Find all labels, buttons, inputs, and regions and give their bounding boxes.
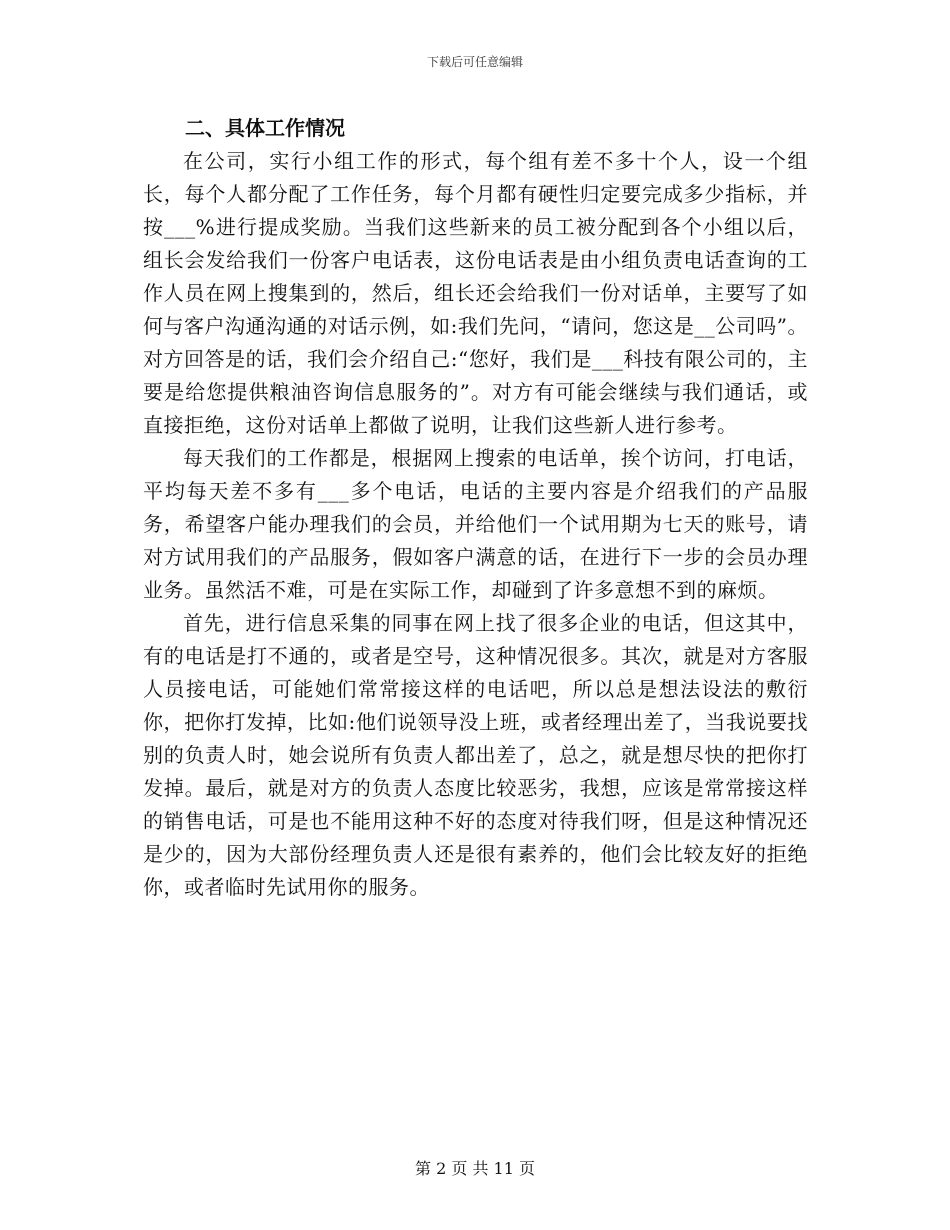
paragraph-1: 在公司，实行小组工作的形式，每个组有差不多十个人，设一个组长，每个人都分配了工作任务，每个月都有硬性归定要完成多少指标，并按___%进行提成奖励。当我们这些新来的员工被分配到各个小组以后，组长会发给我们一份客户电话表，这份电话表是由小组负责电话查询的工作人员在网上搜集到的，然后，组长还会给我们一份对话单，主要写了如何与客户沟通沟通的对话示例，如:我们先问，“请问，您这是__公司吗”。对方回答是的话，我们会介绍自己:“您好，我们是___科技有限公司的，主要是给您提供粮油咨询信息服务的”。对方有可能会继续与我们通话，或直接拒绝，这份对话单上都做了说明，让我们这些新人进行参考。 (143, 149, 808, 437)
paragraph-2: 每天我们的工作都是，根据网上搜索的电话单，挨个访问，打电话，平均每天差不多有___多个电话，电话的主要内容是介绍我们的产品服务，希望客户能办理我们的会员，并给他们一个试用期为七天的账号，请对方试用我们的产品服务，假如客户满意的话，在进行下一步的会员办理业务。虽然活不难，可是在实际工作，却碰到了许多意想不到的麻烦。 (143, 446, 808, 602)
page-header: 下载后可任意编辑 (426, 55, 523, 69)
paragraph-3: 首先，进行信息采集的同事在网上找了很多企业的电话，但这其中，有的电话是打不通的，或者是空号，这种情况很多。其次，就是对方客服人员接电话，可能她们常常接这样的电话吧，所以总是想法设法的敷衍你，把你打发掉，比如:他们说领导没上班，或者经理出差了，当我说要找别的负责人时，她会说所有负责人都出差了，总之，就是想尽快的把你打发掉。最后，就是对方的负责人态度比较恶劣，我想，应该是常常接这样的销售电话，可是也不能用这种不好的态度对待我们呀，但是这种情况还是少的，因为大部份经理负责人还是很有素养的，他们会比较友好的拒绝你，或者临时先试用你的服务。 (143, 611, 808, 899)
section-heading: 二、具体工作情况 (185, 116, 345, 140)
document-body (143, 112, 808, 904)
page-footer: 第 2 页 共 11 页 (415, 1159, 535, 1178)
